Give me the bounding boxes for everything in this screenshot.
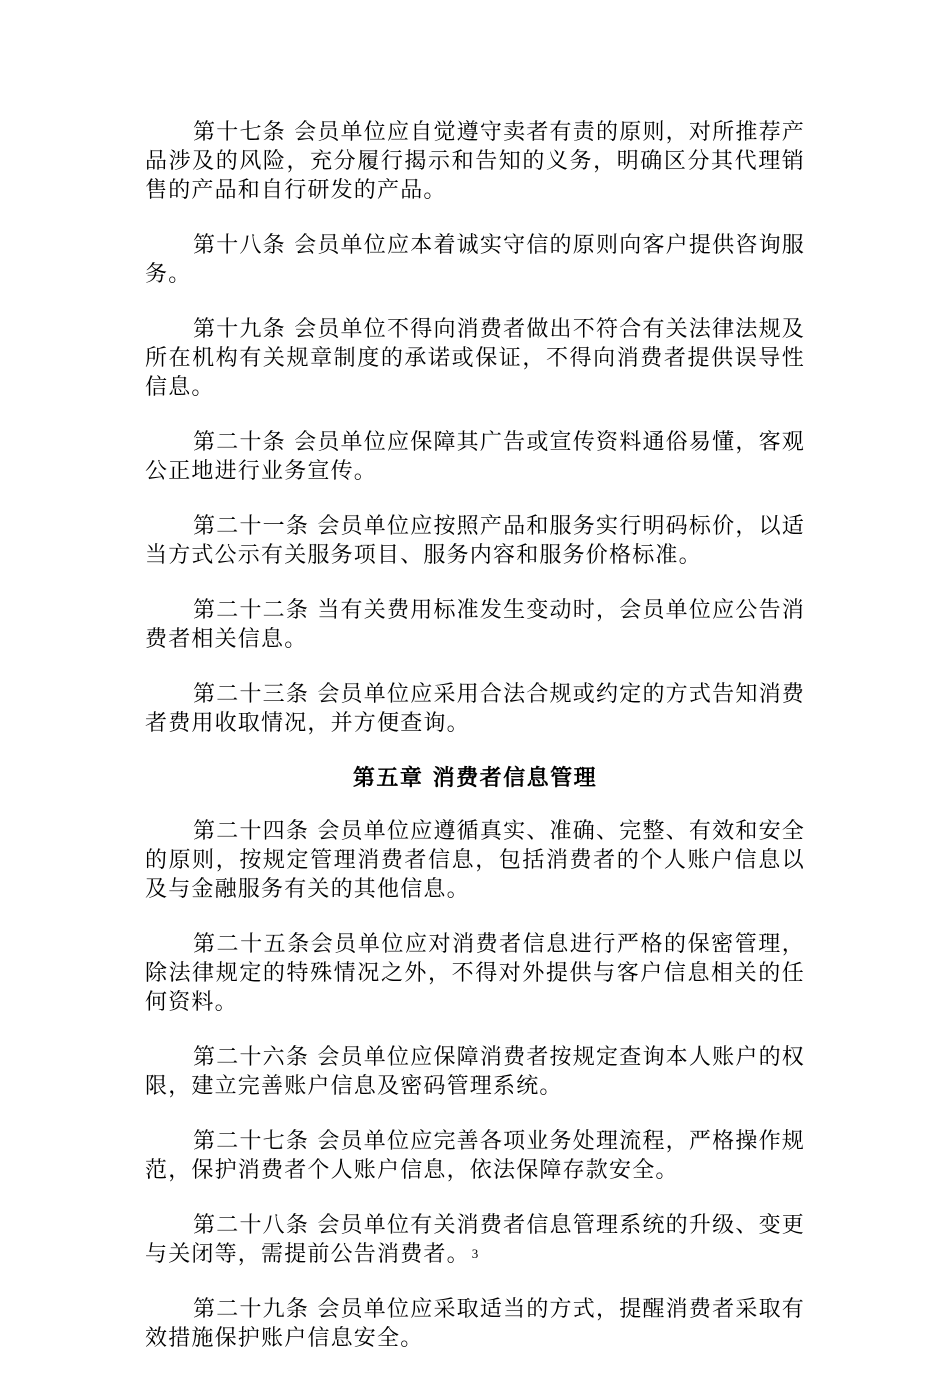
article-25: 第二十五条会员单位应对消费者信息进行严格的保密管理，除法律规定的特殊情况之外，不得对外提供与客户信息相关的任何资料。 xyxy=(145,932,805,1015)
page-number: 3 xyxy=(471,1246,479,1261)
chapter-title: 第五章 消费者信息管理 xyxy=(352,766,598,791)
article-29: 第二十九条 会员单位应采取适当的方式，提醒消费者采取有效措施保护账户信息安全。 xyxy=(145,1297,805,1351)
article-24: 第二十四条 会员单位应遵循真实、准确、完整、有效和安全的原则，按规定管理消费者信息，包括消费者的个人账户信息以及与金融服务有关的其他信息。 xyxy=(145,819,805,902)
article-23: 第二十三条 会员单位应采用合法合规或约定的方式告知消费者费用收取情况，并方便查询。 xyxy=(145,682,805,736)
article-27: 第二十七条 会员单位应完善各项业务处理流程，严格操作规范，保护消费者个人账户信息，依法保障存款安全。 xyxy=(145,1129,805,1183)
article-19: 第十九条 会员单位不得向消费者做出不符合有关法律法规及所在机构有关规章制度的承诺或保证，不得向消费者提供误导性信息。 xyxy=(145,317,805,400)
article-28: 第二十八条 会员单位有关消费者信息管理系统的升级、变更与关闭等，需提前公告消费者。 xyxy=(145,1213,805,1267)
document-page xyxy=(145,118,805,1379)
article-20: 第二十条 会员单位应保障其广告或宣传资料通俗易懂，客观公正地进行业务宣传。 xyxy=(145,430,805,484)
article-18: 第十八条 会员单位应本着诚实守信的原则向客户提供咨询服务。 xyxy=(145,233,805,287)
article-22: 第二十二条 当有关费用标准发生变动时，会员单位应公告消费者相关信息。 xyxy=(145,598,805,652)
article-21: 第二十一条 会员单位应按照产品和服务实行明码标价，以适当方式公示有关服务项目、服务内容和服务价格标准。 xyxy=(145,514,805,568)
article-26: 第二十六条 会员单位应保障消费者按规定查询本人账户的权限，建立完善账户信息及密码管理系统。 xyxy=(145,1045,805,1099)
article-17: 第十七条 会员单位应自觉遵守卖者有责的原则，对所推荐产品涉及的风险，充分履行揭示和告知的义务，明确区分其代理销售的产品和自行研发的产品。 xyxy=(145,120,805,203)
